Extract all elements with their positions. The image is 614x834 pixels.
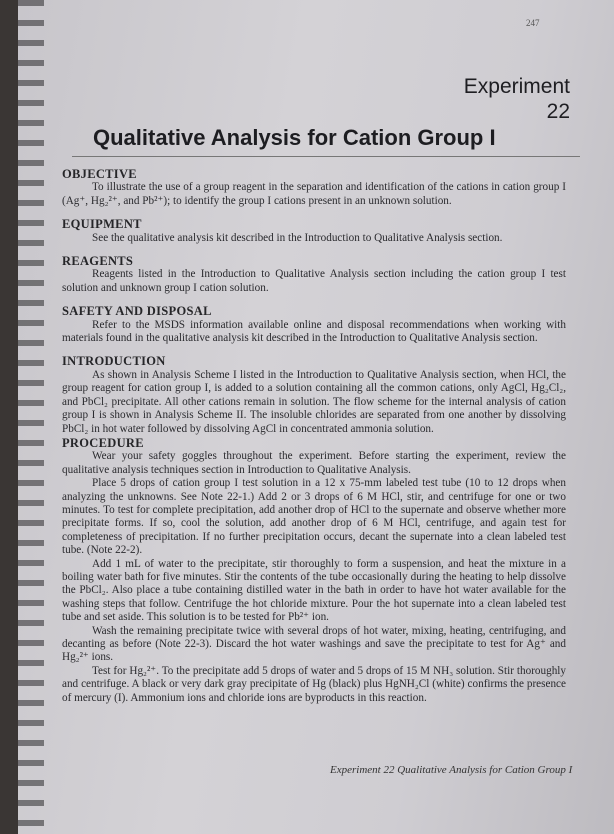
- section-heading-objective: OBJECTIVE: [62, 167, 137, 181]
- page-footer: Experiment 22 Qualitative Analysis for Cation Group I: [330, 764, 573, 776]
- experiment-number: 22: [546, 100, 570, 123]
- title-divider: [72, 156, 580, 157]
- section-heading-equipment: EQUIPMENT: [62, 217, 142, 232]
- objective-text: To illustrate the use of a group reagent in the separation and identification of the cations in cation group I (Ag⁺, Hg₂²⁺, and Pb²⁺); to identify the group I cations present in an unknown solution.: [62, 181, 566, 207]
- document-page: [18, 0, 614, 834]
- procedure-paragraph-2: Place 5 drops of cation group I test solution in a 12 x 75-mm labeled test tube (10 to 12 drops when analyzing the unknowns. See Note 22-1.) Add 2 or 3 drops of 6 M HCl, stir, and centrifuge for one or two minutes. To test for complete precipitation, add another drop of HCl to the supernate and observe whether more precipitate forms. If so, cool the solution, add another drop of 6 M HCl, centrifuge, and again test for completeness of precipitation. If no further precipitation occurs, decant the supernate into a clean labeled test tube. (Note 22-2).: [62, 477, 566, 557]
- safety-text: Refer to the MSDS information available online and disposal recommendations when working with materials found in the qualitative analysis kit described in the Introduction to Qualitative Analysis section.: [62, 318, 566, 345]
- page-title: Qualitative Analysis for Cation Group I: [93, 125, 496, 150]
- procedure-paragraph-1: Wear your safety goggles throughout the experiment. Before starting the experiment, review the qualitative analysis techniques section in Introduction to Qualitative Analysis.: [62, 450, 566, 476]
- page-number: 247: [526, 18, 540, 28]
- reagents-text: Reagents listed in the Introduction to Qualitative Analysis section including the cation group I test solution and unknown group I cation solution.: [62, 268, 566, 294]
- procedure-paragraph-4: Wash the remaining precipitate twice with several drops of hot water, mixing, heating, centrifuging, and decanting as before (Note 22-3). Discard the hot water washings and save the precipitate to test for Ag⁺ and Hg₂²⁺ ions.: [62, 624, 566, 664]
- procedure-paragraph-3: Add 1 mL of water to the precipitate, stir thoroughly to form a suspension, and heat the mixture in a boiling water bath for five minutes. Stir the contents of the tube occasionally during the heating to help dissolve the PbCl₂. Also place a tube containing distilled water in the bath in order to have hot water available for the washing steps that follow. Centrifuge the hot chloride mixture. Pour the hot supernate into a clean labeled test tube and set aside. This solution is to be tested for Pb²⁺ ion.: [62, 557, 566, 624]
- section-heading-introduction: INTRODUCTION: [62, 354, 166, 369]
- section-heading-procedure: PROCEDURE: [62, 435, 144, 450]
- experiment-heading: [464, 74, 570, 124]
- equipment-text: See the qualitative analysis kit described in the Introduction to Qualitative Analysis section.: [92, 231, 503, 244]
- spiral-binding: [18, 0, 44, 834]
- document-body: [62, 158, 566, 705]
- experiment-label: Experiment: [463, 75, 570, 98]
- procedure-paragraph-5: Test for Hg₂²⁺. To the precipitate add 5 drops of water and 5 drops of 15 M NH₃ solution. Stir thoroughly and centrifuge. A black or very dark gray precipitate of Hg (black) plus HgNH₂Cl (white) confirms the presence of mercury (I). Ammonium ions and chloride ions are byproducts in this reaction.: [62, 664, 566, 704]
- introduction-text: As shown in Analysis Scheme I listed in the Introduction to Qualitative Analysis section, when HCl, the group reagent for cation group I, is added to a solution containing all the common cations, only AgCl, Hg₂Cl₂, and PbCl₂ precipitate. All other cations remain in solution. The flow scheme for the internal analysis of cation group I is shown in Analysis Scheme II. The insoluble chlorides are separated from one another by dissolving PbCl₂ in hot water followed by dissolving AgCl in concentrated ammonia solution.: [62, 368, 566, 435]
- section-heading-safety: SAFETY AND DISPOSAL: [62, 304, 212, 319]
- section-heading-reagents: REAGENTS: [62, 254, 134, 269]
